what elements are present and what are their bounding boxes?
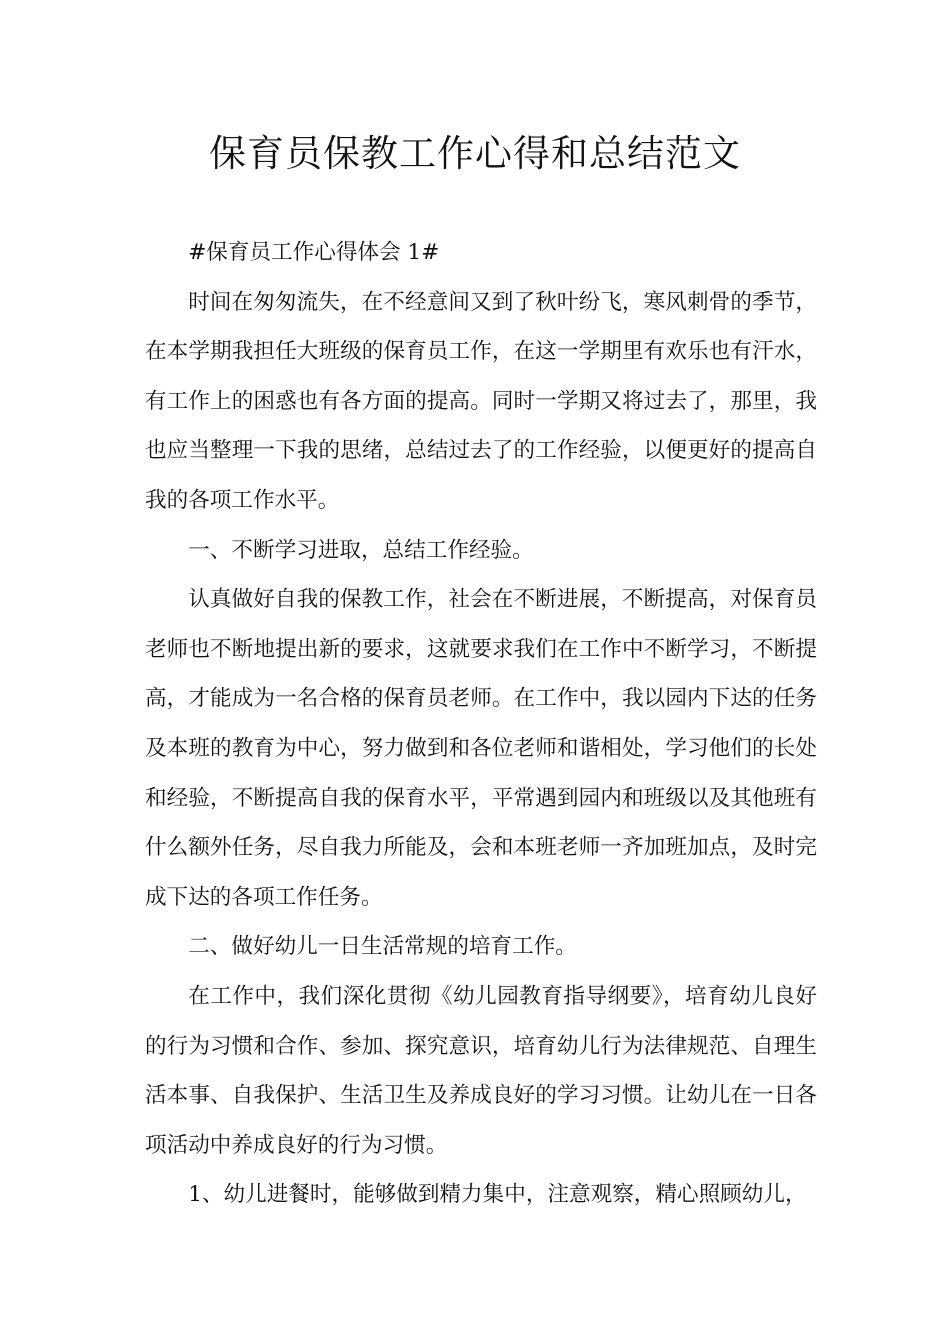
section-heading-1: #保育员工作心得体会 1# (188, 240, 440, 265)
paragraph-4: 1、幼儿进餐时，能够做到精力集中，注意观察，精心照顾幼儿， (188, 1182, 807, 1208)
section-heading-2: 一、不断学习进取，总结工作经验。 (188, 537, 534, 563)
section-heading-3: 二、做好幼儿一日生活常规的培育工作。 (188, 934, 577, 960)
document-title: 保育员保教工作心得和总结范文 (209, 132, 741, 175)
paragraph-2: 认真做好自我的保教工作，社会在不断进展，不断提高，对保育员老师也不断地提出新的要求，这就要求我们在工作中不断学习，不断提高，才能成为一名合格的保育员老师。在工作中，我以园内下达的任务及本班的教育为中心，努力做到和各位老师和谐相处，学习他们的长处和经验，不断提高自我的保育水平，平常遇到园内和班级以及其他班有什么额外任务，尽自我力所能及，会和本班老师一齐加班加点，及时完成下达的各项工作任务。 (145, 587, 817, 910)
paragraph-3: 在工作中，我们深化贯彻《幼儿园教育指导纲要》，培育幼儿良好的行为习惯和合作、参加、探究意识，培育幼儿行为法律规范、自理生活本事、自我保护、生活卫生及养成良好的学习习惯。让幼儿在一日各项活动中养成良好的行为习惯。 (145, 983, 817, 1158)
document-body (145, 228, 817, 1220)
paragraph-1: 时间在匆匆流失，在不经意间又到了秋叶纷飞，寒风刺骨的季节，在本学期我担任大班级的保育员工作，在这一学期里有欢乐也有汗水，有工作上的困惑也有各方面的提高。同时一学期又将过去了，那里，我也应当整理一下我的思绪，总结过去了的工作经验，以便更好的提高自我的各项工作水平。 (145, 289, 817, 513)
